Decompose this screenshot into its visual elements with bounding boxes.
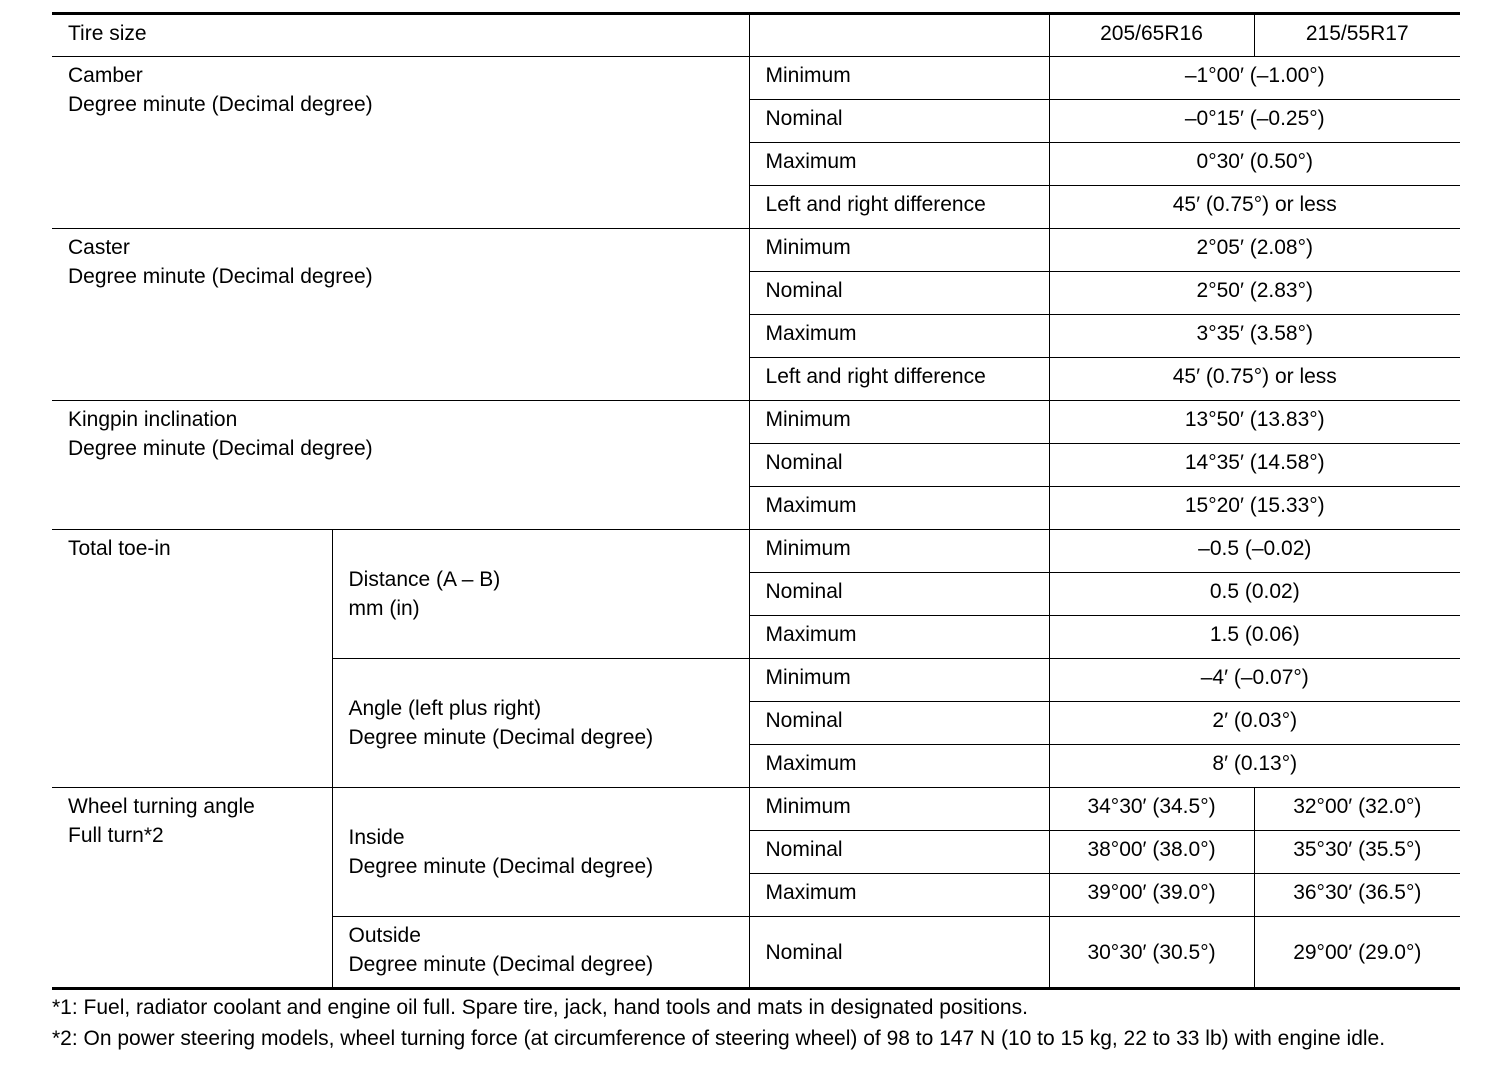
kingpin-unit: Degree minute (Decimal degree): [68, 437, 373, 460]
turning-outside-title: Outside: [348, 924, 421, 947]
kingpin-min-label: Minimum: [749, 401, 1049, 444]
turning-inside-nominal-label: Nominal: [749, 831, 1049, 874]
toe-angle-item: [332, 659, 749, 788]
turning-inside-min-value-a: 34°30′ (34.5°): [1049, 788, 1254, 831]
turning-inside-nominal-value-a: 38°00′ (38.0°): [1049, 831, 1254, 874]
toe-angle-min-value: –4′ (–0.07°): [1049, 659, 1460, 702]
camber-max-label: Maximum: [749, 143, 1049, 186]
caster-min-label: Minimum: [749, 229, 1049, 272]
camber-nominal-label: Nominal: [749, 100, 1049, 143]
camber-min-value: –1°00′ (–1.00°): [1049, 57, 1460, 100]
toe-distance-nominal-value: 0.5 (0.02): [1049, 573, 1460, 616]
camber-item: [52, 57, 749, 229]
tire-size-label: Tire size: [52, 14, 749, 57]
toe-in-item: Total toe-in: [52, 530, 332, 788]
toe-angle-title: Angle (left plus right): [348, 697, 542, 720]
toe-distance-nominal-label: Nominal: [749, 573, 1049, 616]
camber-title: Camber: [68, 64, 143, 87]
kingpin-title: Kingpin inclination: [68, 408, 238, 431]
turning-outside-nominal-value-a: 30°30′ (30.5°): [1049, 917, 1254, 989]
caster-nominal-value: 2°50′ (2.83°): [1049, 272, 1460, 315]
caster-max-label: Maximum: [749, 315, 1049, 358]
kingpin-max-value: 15°20′ (15.33°): [1049, 487, 1460, 530]
toe-angle-min-label: Minimum: [749, 659, 1049, 702]
turning-inside-max-value-b: 36°30′ (36.5°): [1254, 874, 1460, 917]
camber-nominal-value: –0°15′ (–0.25°): [1049, 100, 1460, 143]
toe-distance-min-value: –0.5 (–0.02): [1049, 530, 1460, 573]
turning-inside-max-value-a: 39°00′ (39.0°): [1049, 874, 1254, 917]
turning-outside-nominal-label: Nominal: [749, 917, 1049, 989]
kingpin-min-value: 13°50′ (13.83°): [1049, 401, 1460, 444]
kingpin-row-minimum: [52, 401, 1460, 444]
camber-max-value: 0°30′ (0.50°): [1049, 143, 1460, 186]
toe-angle-max-value: 8′ (0.13°): [1049, 745, 1460, 788]
turning-inside-item: [332, 788, 749, 917]
turning-item: [52, 788, 332, 989]
caster-nominal-label: Nominal: [749, 272, 1049, 315]
tire-size-205-65r16: 205/65R16: [1049, 14, 1254, 57]
turning-inside-nominal-value-b: 35°30′ (35.5°): [1254, 831, 1460, 874]
turning-title: Wheel turning angle: [68, 795, 255, 818]
turning-inside-row-minimum: [52, 788, 1460, 831]
toe-distance-item: [332, 530, 749, 659]
turning-outside-nominal-value-b: 29°00′ (29.0°): [1254, 917, 1460, 989]
turning-inside-min-label: Minimum: [749, 788, 1049, 831]
kingpin-nominal-value: 14°35′ (14.58°): [1049, 444, 1460, 487]
caster-diff-label: Left and right difference: [749, 358, 1049, 401]
kingpin-nominal-label: Nominal: [749, 444, 1049, 487]
footnote-2: *2: On power steering models, wheel turning force (at circumference of steering wheel) of 98 to 147 N (10 to 15 kg, 22 to 33 lb) with engine idle.: [52, 1027, 1386, 1050]
kingpin-max-label: Maximum: [749, 487, 1049, 530]
kingpin-item: [52, 401, 749, 530]
caster-min-value: 2°05′ (2.08°): [1049, 229, 1460, 272]
turning-inside-unit: Degree minute (Decimal degree): [348, 855, 654, 878]
caster-unit: Degree minute (Decimal degree): [68, 265, 373, 288]
toe-distance-row-minimum: [52, 530, 1460, 573]
wheel-alignment-spec-table: [52, 12, 1460, 990]
tire-size-215-55r17: 215/55R17: [1254, 14, 1460, 57]
toe-angle-max-label: Maximum: [749, 745, 1049, 788]
turning-outside-unit: Degree minute (Decimal degree): [348, 953, 654, 976]
camber-row-minimum: [52, 57, 1460, 100]
toe-distance-max-label: Maximum: [749, 616, 1049, 659]
footnotes: [52, 992, 1460, 1054]
caster-item: [52, 229, 749, 401]
caster-max-value: 3°35′ (3.58°): [1049, 315, 1460, 358]
toe-distance-min-label: Minimum: [749, 530, 1049, 573]
toe-angle-nominal-label: Nominal: [749, 702, 1049, 745]
toe-angle-unit: Degree minute (Decimal degree): [348, 726, 654, 749]
caster-title: Caster: [68, 236, 130, 259]
camber-unit: Degree minute (Decimal degree): [68, 93, 373, 116]
toe-angle-nominal-value: 2′ (0.03°): [1049, 702, 1460, 745]
header-blank-cell: [749, 14, 1049, 57]
caster-diff-value: 45′ (0.75°) or less: [1049, 358, 1460, 401]
toe-distance-title: Distance (A – B): [348, 568, 501, 591]
camber-min-label: Minimum: [749, 57, 1049, 100]
turning-inside-min-value-b: 32°00′ (32.0°): [1254, 788, 1460, 831]
toe-distance-unit: mm (in): [348, 597, 420, 620]
turning-inside-title: Inside: [348, 826, 405, 849]
camber-diff-label: Left and right difference: [749, 186, 1049, 229]
toe-distance-max-value: 1.5 (0.06): [1049, 616, 1460, 659]
turning-outside-item: [332, 917, 749, 989]
caster-row-minimum: [52, 229, 1460, 272]
turning-inside-max-label: Maximum: [749, 874, 1049, 917]
turning-subtitle: Full turn*2: [68, 824, 164, 847]
footnote-1: *1: Fuel, radiator coolant and engine oil full. Spare tire, jack, hand tools and mats in designated positions.: [52, 996, 1028, 1019]
camber-diff-value: 45′ (0.75°) or less: [1049, 186, 1460, 229]
header-row: [52, 14, 1460, 57]
